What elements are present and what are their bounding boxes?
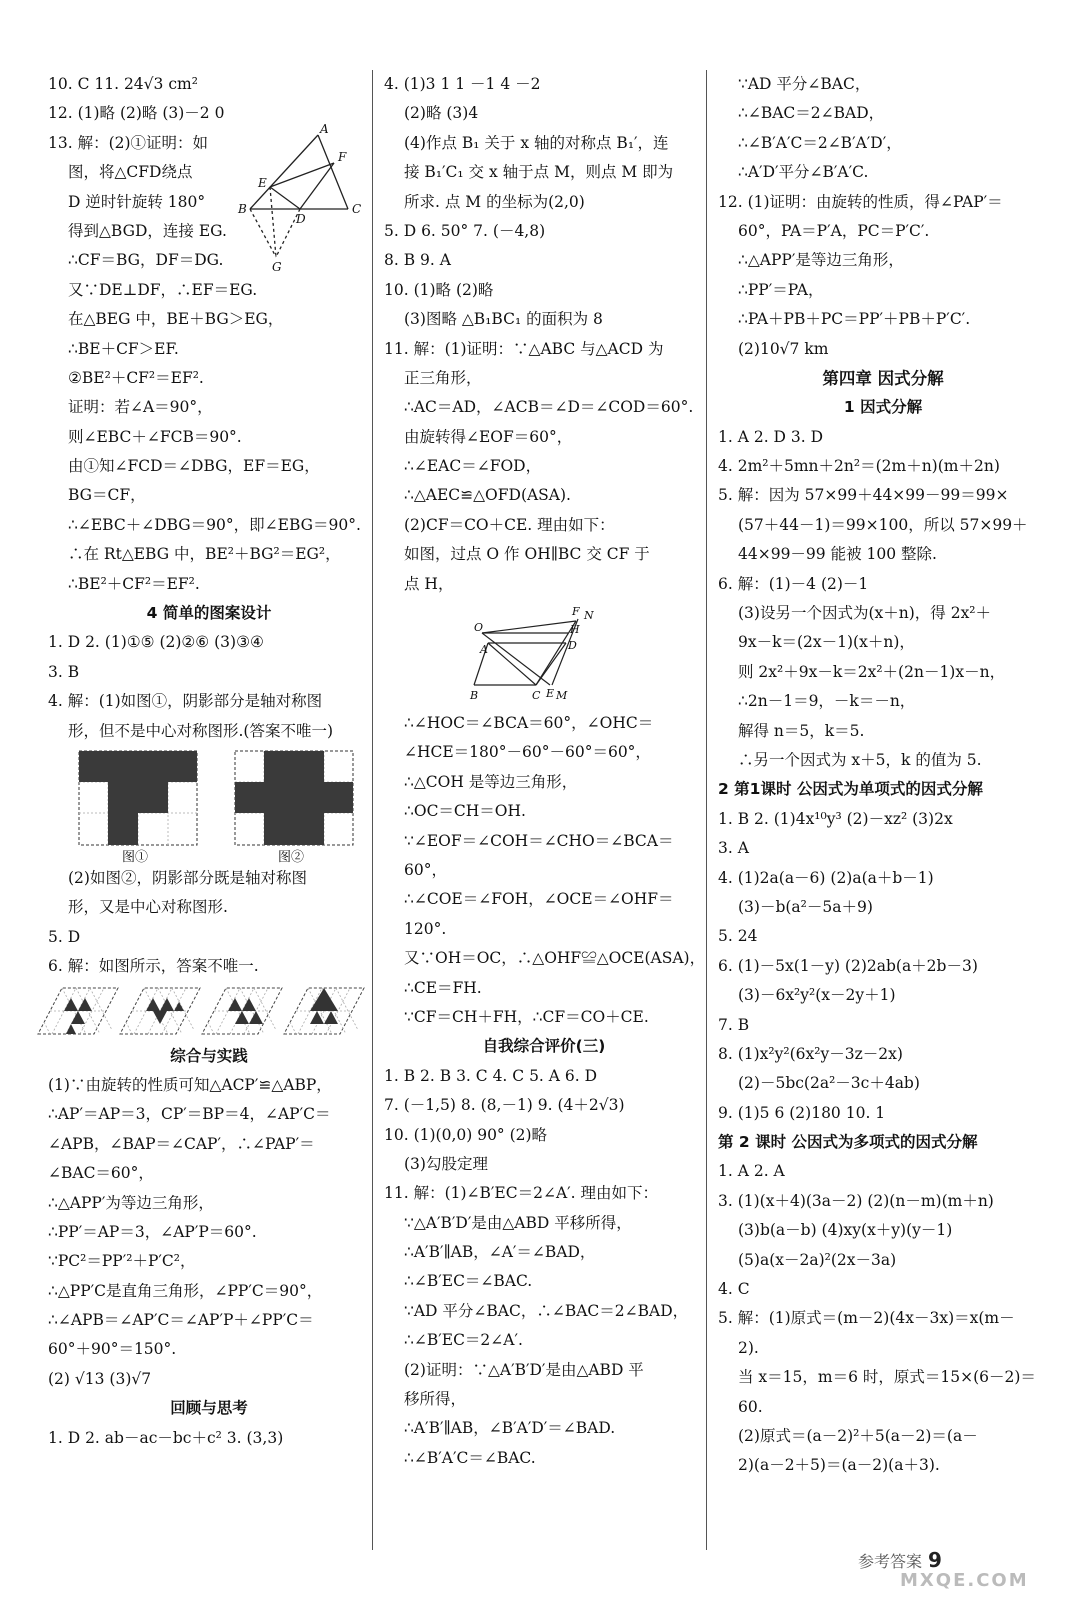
section-title: 回顾与思考 (170, 1399, 248, 1418)
text-line: (2)原式＝(a－2)²＋5(a－2)＝(a－ (738, 1426, 978, 1445)
text-line: (2)－5bc(2a²－3c＋4ab) (738, 1074, 920, 1093)
text-line: (2)证明：∵△A′B′D′是由△ABD 平 (404, 1360, 644, 1379)
text-line: (3)图略 △B₁BC₁ 的面积为 8 (404, 310, 603, 329)
text-line: 6. 解：如图所示，答案不唯一. (48, 957, 259, 976)
text-line: ∠HCE＝180°－60°－60°＝60°， (404, 743, 651, 762)
text-line: 44×99－99 能被 100 整除. (738, 545, 937, 564)
label-M: M (556, 689, 568, 703)
text-line: ∵AD 平分∠BAC， (738, 75, 871, 93)
label-E: E (546, 687, 555, 701)
segment-ED (270, 187, 300, 209)
text-line: ∴∠B′EC＝∠BAC. (404, 1272, 533, 1291)
text-line: 11. 解：(1)证明：∵△ABC 与△ACD 为 (384, 339, 664, 358)
text-line: 如图，过点 O 作 OH∥BC 交 CF 于 (404, 545, 650, 564)
text-line: 点 H， (404, 574, 454, 593)
text-line: 10. C 11. 24√3 cm² (48, 75, 198, 93)
text-line: 正三角形， (404, 368, 482, 387)
text-line: ∴∠BAC＝2∠BAD， (738, 104, 885, 123)
text-line: 又∵DE⊥DF，∴EF＝EG. (68, 280, 258, 299)
text-line: ∴A′B′∥AB，∠A′＝∠BAD， (404, 1243, 596, 1262)
text-line: 60°， (404, 860, 447, 879)
section-title: 4 简单的图案设计 (146, 604, 272, 623)
text-line: 13. 解：(2)①证明：如 (48, 133, 209, 152)
text-line: 在△BEG 中，BE＋BG＞EG， (68, 310, 284, 329)
text-line: (3)－b(a²－5a＋9) (738, 897, 873, 916)
text-line: BG＝CF， (68, 486, 146, 505)
text-line: (2)略 (3)4 (404, 104, 479, 123)
label-O: O (474, 621, 484, 635)
label-D: D (568, 639, 577, 653)
text-line: 则∠EBC＋∠FCB＝90°. (68, 427, 242, 446)
text-line: ∠APB，∠BAP＝∠CAP′，∴∠PAP′＝ (48, 1134, 315, 1153)
label-N: N (584, 609, 594, 623)
text-line: (5)a(x－2a)²(2x－3a) (738, 1250, 897, 1269)
text-line: 4. 2m²＋5mn＋2n²＝(2m＋n)(m＋2n) (718, 457, 1000, 476)
q11-figure (470, 603, 614, 707)
text-line: ∴∠EBC＋∠DBG＝90°，即∠EBG＝90°. (68, 515, 361, 534)
text-line: ∴OC＝CH＝OH. (404, 802, 526, 821)
text-line: 8. B 9. A (384, 251, 451, 270)
text-line: 3. B (48, 662, 80, 681)
text-line: 4. C (718, 1280, 750, 1299)
text-line: 5. D 6. 50° 7. (－4,8) (384, 221, 546, 240)
text-line: 7. B (718, 1015, 750, 1034)
column-2 (384, 70, 704, 1473)
text-line: ∴∠COE＝∠FOH，∠OCE＝∠OHF＝ (404, 890, 674, 909)
text-line: ∴BE²＋CF²＝EF². (68, 574, 200, 593)
text-line: 图，将△CFD绕点 (68, 163, 193, 182)
text-line: ∴A′D′平分∠B′A′C. (738, 163, 869, 182)
text-line: 9. (1)5 6 (2)180 10. 1 (718, 1103, 886, 1122)
text-line: ∴BE＋CF＞EF. (68, 339, 179, 358)
text-line: ∴∠EAC＝∠FOD， (404, 457, 542, 476)
text-line: ②BE²＋CF²＝EF². (68, 368, 204, 387)
text-line: 形，但不是中心对称图形.(答案不唯一) (68, 721, 334, 740)
text-line: 则 2x²＋9x－k＝2x²＋(2n－1)x－n， (738, 662, 1006, 681)
pattern-figure-1 (78, 750, 198, 846)
pattern-figures (48, 746, 370, 864)
text-line: 1. A 2. D 3. D (718, 427, 824, 446)
label-E: E (258, 175, 267, 190)
text-line: (2) √13 (3)√7 (48, 1369, 152, 1388)
text-line: ∴在 Rt△EBG 中，BE²＋BG²＝EG²， (68, 545, 341, 564)
text-line: 11. 解：(1)∠B′EC＝2∠A′. 理由如下： (384, 1184, 659, 1203)
text-line: 4. (1)3 1 1 －1 4 －2 (384, 75, 541, 93)
label-B: B (470, 689, 479, 703)
text-line: 1. B 2. (1)4x¹⁰y³ (2)－xz² (3)2x (718, 809, 953, 828)
text-line: 得到△BGD，连接 EG. (68, 221, 227, 240)
text-line: 60°＋90°＝150°. (48, 1340, 177, 1359)
label-F: F (338, 149, 347, 164)
column-1 (48, 70, 370, 1453)
text-line: (3)勾股定理 (404, 1154, 488, 1173)
text-line: (2)如图②，阴影部分既是轴对称图 (68, 868, 307, 887)
text-line: 由①知∠FCD＝∠DBG，EF＝EG， (68, 457, 320, 476)
text-line: (3)b(a－b) (4)xy(x＋y)(y－1) (738, 1221, 953, 1240)
text-line: 60. (738, 1397, 763, 1416)
section-title: 综合与实践 (170, 1046, 248, 1065)
text-line: 1. D 2. ab－ac－bc＋c² 3. (3,3) (48, 1428, 284, 1447)
footer-label: 参考答案 (858, 1552, 923, 1571)
text-line: 4. (1)2a(a－6) (2)a(a＋b－1) (718, 868, 934, 887)
text-line: 接 B₁′C₁ 交 x 轴于点 M，则点 M 即为 (404, 163, 674, 182)
text-line: 8. (1)x²y²(6x²y－3z－2x) (718, 1044, 903, 1063)
text-line: ∴2n－1＝9，－k＝－n， (738, 692, 916, 711)
fig-caption-2: 图② (278, 849, 305, 865)
text-line: ∴PP′＝PA， (738, 280, 824, 299)
text-line: 2)(a－2＋5)＝(a－2)(a＋3). (738, 1456, 940, 1475)
text-line: (2)10√7 km (738, 339, 829, 358)
label-D: D (296, 211, 306, 226)
text-line: ∴△AEC≌△OFD(ASA). (404, 486, 571, 505)
text-line: (57＋44－1)＝99×100，所以 57×99＋ (738, 515, 1028, 534)
text-line: ∵CF＝CH＋FH，∴CF＝CO＋CE. (404, 1007, 649, 1026)
text-line: 5. 解：因为 57×99＋44×99－99＝99× (718, 486, 1009, 505)
text-line: ∴PP′＝AP＝3，∠AP′P＝60°. (48, 1222, 257, 1241)
q13-triangle-figure (236, 121, 376, 277)
text-line: 12. (1)略 (2)略 (3)－2 0 (48, 104, 225, 123)
column-divider-1 (372, 70, 373, 1550)
grid-pattern-3 (202, 988, 282, 1034)
triangle-grid-figures (48, 982, 370, 1042)
text-line: ∴AC＝AD，∠ACB＝∠D＝∠COD＝60°. (404, 398, 694, 417)
label-A: A (480, 643, 488, 657)
label-C: C (352, 201, 362, 216)
text-line: 2). (738, 1338, 759, 1357)
text-line: (4)作点 B₁ 关于 x 轴的对称点 B₁′，连 (404, 133, 669, 152)
text-line: ∵PC²＝PP′²＋P′C²， (48, 1252, 196, 1271)
segment-OE (482, 633, 550, 685)
text-line: 60°，PA＝P′A，PC＝P′C′. (738, 221, 930, 240)
page-number: 9 (928, 1548, 942, 1572)
text-line: 1. D 2. (1)①⑤ (2)②⑥ (3)③④ (48, 633, 264, 652)
grid-pattern-1 (38, 988, 118, 1034)
fig-caption-1: 图① (122, 849, 149, 865)
text-line: ∵AD 平分∠BAC，∴∠BAC＝2∠BAD， (404, 1301, 689, 1320)
text-line: 9x－k＝(2x－1)(x＋n)， (738, 633, 915, 652)
text-line: ∴∠B′EC＝2∠A′. (404, 1331, 523, 1350)
text-line: 当 x＝15，m＝6 时，原式＝15×(6－2)＝ (738, 1368, 1036, 1387)
text-line: ∴CF＝BG，DF＝DG. (68, 251, 224, 270)
text-line: ∴△COH 是等边三角形， (404, 772, 578, 791)
text-line: 3. (1)(x＋4)(3a－2) (2)(n－m)(m＋n) (718, 1191, 994, 1210)
text-line: ∴△APP′为等边三角形， (48, 1193, 214, 1212)
text-line: 形，又是中心对称图形. (68, 898, 228, 917)
text-line: (2)CF＝CO＋CE. 理由如下： (404, 515, 615, 534)
watermark: MXQE.COM (900, 1570, 1029, 1591)
label-G: G (272, 259, 282, 274)
text-line: 12. (1)证明：由旋转的性质，得∠PAP′＝ (718, 192, 1003, 211)
text-line: 10. (1)(0,0) 90° (2)略 (384, 1125, 548, 1144)
grid-pattern-4 (284, 988, 364, 1034)
label-B: B (238, 201, 247, 216)
column-3 (718, 70, 1048, 1481)
text-line: ∠BAC＝60°， (48, 1164, 154, 1183)
grid-pattern-2 (120, 988, 200, 1034)
text-line: ∴∠HOC＝∠BCA＝60°，∠OHC＝ (404, 714, 654, 733)
text-line: 4. 解：(1)如图①，阴影部分是轴对称图 (48, 692, 323, 711)
text-line: 7. (－1,5) 8. (8,－1) 9. (4＋2√3) (384, 1096, 625, 1115)
label-A: A (320, 121, 329, 136)
label-F: F (572, 605, 580, 619)
text-line: 3. A (718, 839, 749, 858)
text-line: ∴另一个因式为 x＋5，k 的值为 5. (738, 750, 982, 769)
text-line: 解得 n＝5，k＝5. (738, 721, 865, 740)
text-line: (3)－6x²y²(x－2y＋1) (738, 986, 896, 1005)
text-line: ∴CE＝FH. (404, 978, 482, 997)
text-line: 由旋转得∠EOF＝60°， (404, 427, 573, 446)
segment-AC (318, 135, 348, 209)
segment-OF (482, 621, 576, 633)
section-title: 第 2 课时 公因式为多项式的因式分解 (718, 1133, 978, 1152)
page-footer (858, 1548, 942, 1572)
pattern-figure-2 (234, 750, 354, 846)
text-line: 移所得， (404, 1390, 467, 1409)
text-line: ∴∠APB＝∠AP′C＝∠AP′P＋∠PP′C＝ (48, 1311, 314, 1330)
text-line: 5. 24 (718, 927, 758, 946)
text-line: 10. (1)略 (2)略 (384, 280, 494, 299)
section-title: 自我综合评价(三) (482, 1037, 606, 1056)
text-line: 5. D (48, 927, 81, 946)
segment-BG (250, 209, 276, 257)
section-title: 1 因式分解 (843, 398, 923, 417)
text-line: ∴PA＋PB＋PC＝PP′＋PB＋P′C′. (738, 310, 971, 329)
label-C: C (532, 689, 541, 703)
text-line: 证明：若∠A＝90°， (68, 398, 213, 417)
q11-figure-block (384, 599, 704, 709)
label-H: H (570, 623, 580, 637)
text-line: ∴A′B′∥AB，∠B′A′D′＝∠BAD. (404, 1419, 616, 1438)
text-line: 6. (1)－5x(1－y) (2)2ab(a＋2b－3) (718, 956, 978, 975)
text-line: ∴∠B′A′C＝∠BAC. (404, 1448, 536, 1467)
text-line: 所求. 点 M 的坐标为(2,0) (404, 192, 585, 211)
column-divider-2 (706, 70, 707, 1550)
triangle-grid-patterns (38, 984, 368, 1040)
text-line: 5. 解：(1)原式＝(m－2)(4x－3x)＝x(m－ (718, 1309, 1015, 1328)
text-line: ∴△APP′是等边三角形， (738, 251, 904, 270)
text-line: D 逆时针旋转 180° (68, 192, 206, 211)
text-line: ∴∠B′A′C＝2∠B′A′D′， (738, 133, 902, 152)
text-line: 1. A 2. A (718, 1162, 785, 1181)
text-line: 1. B 2. B 3. C 4. C 5. A 6. D (384, 1066, 598, 1085)
text-line: 又∵OH＝OC，∴△OHF≌△OCE(ASA)， (404, 949, 706, 968)
text-line: (3)设另一个因式为(x＋n)，得 2x²＋ (738, 604, 992, 623)
text-line: ∴AP′＝AP＝3，CP′＝BP＝4，∠AP′C＝ (48, 1105, 331, 1124)
chapter-title: 第四章 因式分解 (822, 368, 944, 388)
text-line: (1)∵由旋转的性质可知△ACP′≌△ABP， (48, 1075, 332, 1094)
text-line: ∵△A′B′D′是由△ABD 平移所得， (404, 1213, 632, 1232)
section-title: 2 第1课时 公因式为单项式的因式分解 (718, 780, 983, 799)
text-line: ∴△PP′C是直角三角形，∠PP′C＝90°， (48, 1281, 323, 1300)
text-line: ∵∠EOF＝∠COH＝∠CHO＝∠BCA＝ (404, 831, 674, 850)
text-line: 120°. (404, 919, 447, 938)
text-line: 6. 解：(1)－4 (2)－1 (718, 574, 869, 593)
segment-AC (488, 643, 536, 685)
